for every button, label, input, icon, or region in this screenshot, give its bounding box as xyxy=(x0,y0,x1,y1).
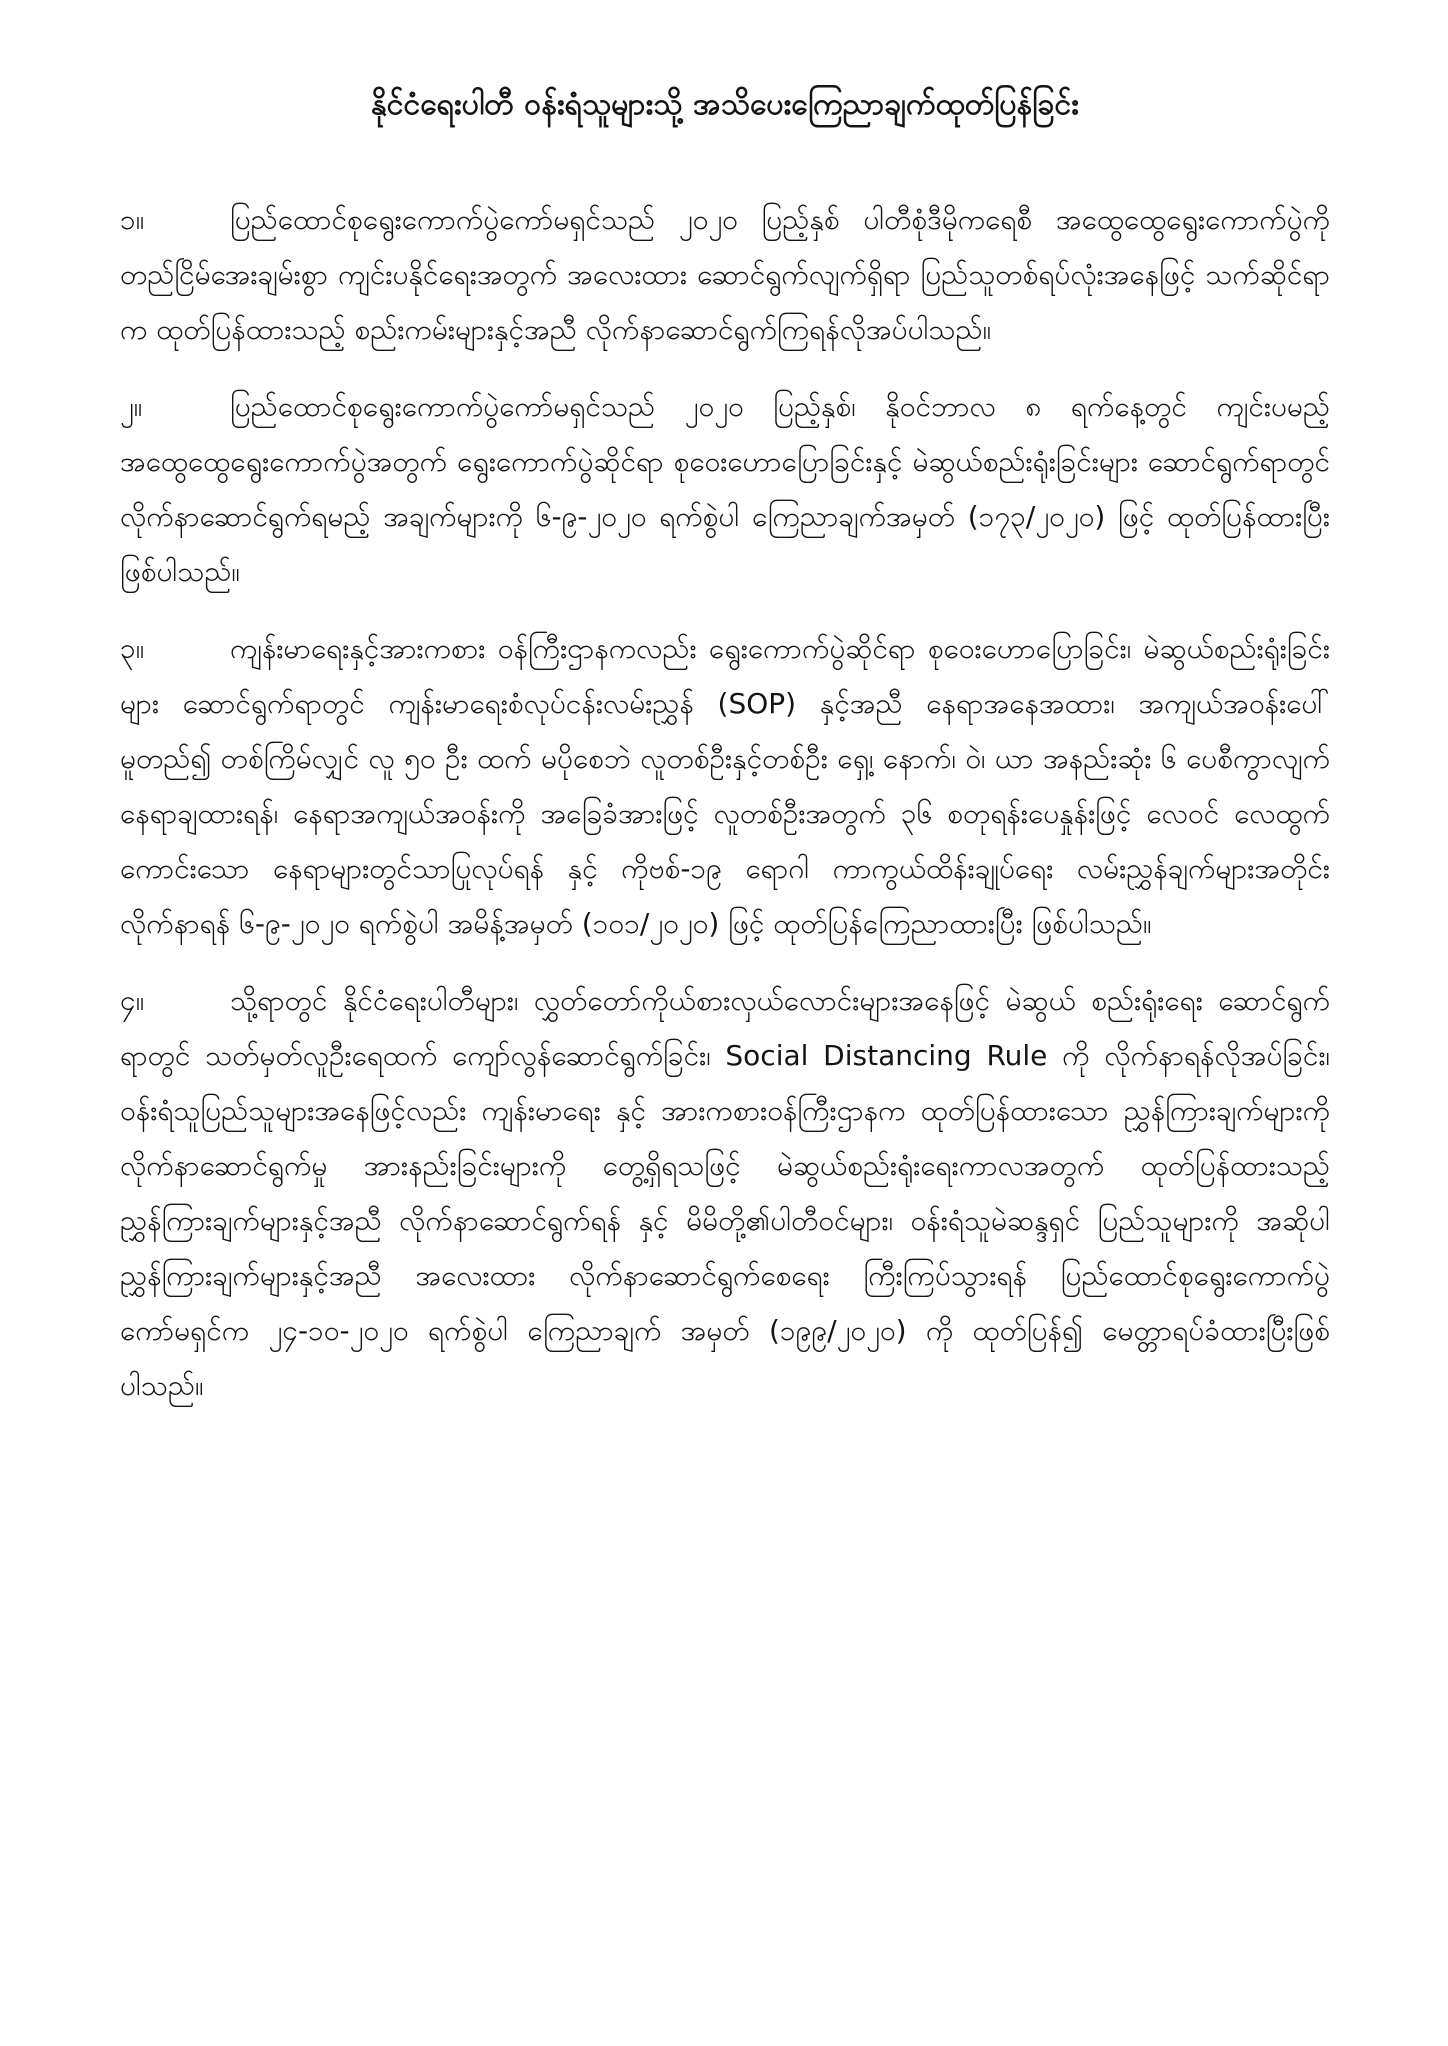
paragraph-4-number: ၄။ xyxy=(120,984,145,1017)
paragraph-3-number: ၃။ xyxy=(120,632,145,665)
paragraph-2-text: ပြည်ထောင်စုရွေးကောက်ပွဲကော်မရှင်သည် ၂၀၂၀ ပြည့်နှစ်၊ နိုဝင်ဘာလ ၈ ရက်နေ့တွင် ကျင်းပမည့် အထွေထွေရွေးကောက်ပွဲအတွက် ရွေးကောက်ပွဲဆိုင်ရာ စုဝေးဟောပြောခြင်းနှင့် မဲဆွယ်စည်းရုံးခြင်းများ ဆောင်ရွက်ရာတွင် လိုက်နာဆောင်ရွက်ရမည့် အချက်များကို ၆-၉-၂၀၂၀ ရက်စွဲပါ ကြေညာချက်အမှတ် (၁၇၃/၂၀၂၀) ဖြင့် ထုတ်ပြန်ထားပြီး ဖြစ်ပါသည်။ xyxy=(120,390,1330,588)
paragraph-4-text: သို့ရာတွင် နိုင်ငံရေးပါတီများ၊ လွှတ်တော်ကိုယ်စားလှယ်လောင်းများအနေဖြင့် မဲဆွယ် စည်းရုံးရေး ဆောင်ရွက်ရာတွင် သတ်မှတ်လူဦးရေထက် ကျော်လွန်ဆောင်ရွက်ခြင်း၊ Social Distancing Rule ကို လိုက်နာရန်လိုအပ်ခြင်း၊ ဝန်းရံသူပြည်သူများအနေဖြင့်လည်း ကျန်းမာရေး နှင့် အားကစားဝန်ကြီးဌာနက ထုတ်ပြန်ထားသော ညွှန်ကြားချက်များကို လိုက်နာဆောင်ရွက်မှု အားနည်းခြင်းများကို တွေ့ရှိရသဖြင့် မဲဆွယ်စည်းရုံးရေးကာလအတွက် ထုတ်ပြန်ထားသည့် ညွှန်ကြားချက်များနှင့်အညီ လိုက်နာဆောင်ရွက်ရန် နှင့် မိမိတို့၏ပါတီဝင်များ၊ ဝန်းရံသူမဲဆန္ဒရှင် ပြည်သူများကို အဆိုပါညွှန်ကြားချက်များနှင့်အညီ အလေးထား လိုက်နာဆောင်ရွက်စေရေး ကြီးကြပ်သွားရန် ပြည်ထောင်စုရွေးကောက်ပွဲကော်မရှင်က ၂၄-၁၀-၂၀၂၀ ရက်စွဲပါ ကြေညာချက် အမှတ် (၁၉၉/၂၀၂၀) ကို ထုတ်ပြန်၍ မေတ္တာရပ်ခံထားပြီးဖြစ်ပါသည်။ xyxy=(120,984,1330,1402)
paragraph-2 xyxy=(120,379,1330,599)
paragraph-2-number: ၂။ xyxy=(120,390,143,423)
paragraph-4 xyxy=(120,973,1330,1413)
paragraph-3-text: ကျန်းမာရေးနှင့်အားကစား ဝန်ကြီးဌာနကလည်း ရွေးကောက်ပွဲဆိုင်ရာ စုဝေးဟောပြောခြင်း၊ မဲဆွယ်စည်းရုံးခြင်းများ ဆောင်ရွက်ရာတွင် ကျန်းမာရေးစံလုပ်ငန်းလမ်းညွှန် (SOP) နှင့်အညီ နေရာအနေအထား၊ အကျယ်အဝန်းပေါ်မူတည်၍ တစ်ကြိမ်လျှင် လူ ၅၀ ဦး ထက် မပိုစေဘဲ လူတစ်ဦးနှင့်တစ်ဦး ရှေ့၊ နောက်၊ ဝဲ၊ ယာ အနည်းဆုံး ၆ ပေစီကွာလျက် နေရာချထားရန်၊ နေရာအကျယ်အဝန်းကို အခြေခံအားဖြင့် လူတစ်ဦးအတွက် ၃၆ စတုရန်းပေနှုန်းဖြင့် လေဝင် လေထွက် ကောင်းသော နေရာများတွင်သာပြုလုပ်ရန် နှင့် ကိုဗစ်-၁၉ ရောဂါ ကာကွယ်ထိန်းချုပ်ရေး လမ်းညွှန်ချက်များအတိုင်း လိုက်နာရန် ၆-၉-၂၀၂၀ ရက်စွဲပါ အမိန့်အမှတ် (၁၀၁/၂၀၂၀) ဖြင့် ထုတ်ပြန်ကြေညာထားပြီး ဖြစ်ပါသည်။ xyxy=(120,632,1330,940)
paragraph-1-text: ပြည်ထောင်စုရွေးကောက်ပွဲကော်မရှင်သည် ၂၀၂၀ ပြည့်နှစ် ပါတီစုံဒီမိုကရေစီ အထွေထွေရွေးကောက်ပွဲကို တည်ငြိမ်အေးချမ်းစွာ ကျင်းပနိုင်ရေးအတွက် အလေးထား ဆောင်ရွက်လျက်ရှိရာ ပြည်သူတစ်ရပ်လုံးအနေဖြင့် သက်ဆိုင်ရာက ထုတ်ပြန်ထားသည့် စည်းကမ်းများနှင့်အညီ လိုက်နာဆောင်ရွက်ကြရန်လိုအပ်ပါသည်။ xyxy=(120,203,1330,346)
paragraph-3 xyxy=(120,621,1330,951)
paragraph-1 xyxy=(120,192,1330,357)
paragraph-1-number: ၁။ xyxy=(120,203,145,236)
page-title: နိုင်ငံရေးပါတီ ဝန်းရံသူများသို့ အသိပေးကြေညာချက်ထုတ်ပြန်ခြင်း xyxy=(371,87,1079,122)
